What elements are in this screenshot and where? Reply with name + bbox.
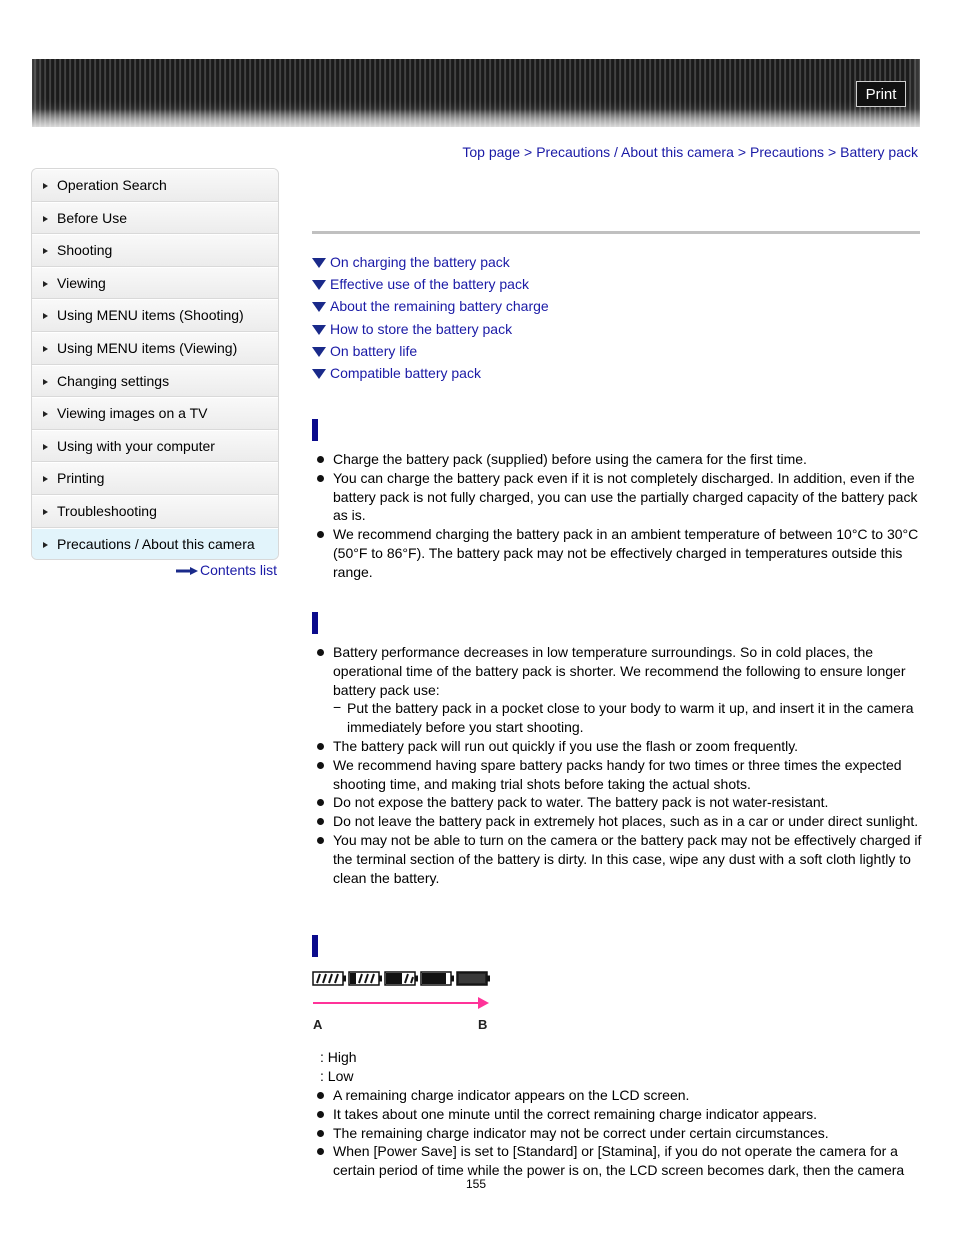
toc-link-battery-life[interactable]	[312, 343, 549, 365]
arrow-right-icon	[43, 183, 48, 189]
label-a: A	[313, 1017, 323, 1032]
section-marker	[312, 935, 318, 957]
list-item: We recommend charging the battery pack in an ambient temperature of between 10°C to 30°C (50°F to 86°F). The battery pack may not be effectively charged in temperatures outside this range.	[312, 525, 922, 581]
sidebar-item-shooting[interactable]	[32, 234, 278, 267]
list-item: You may not be able to turn on the camera or the battery pack may not be effectively charged if the terminal section of the battery is dirty. In this case, wipe any dust with a soft cloth lightly to clean the battery.	[312, 831, 922, 887]
list-item: Battery performance decreases in low temperature surroundings. So in cold places, the operational time of the battery pack is shorter. We recommend the following to ensure longer battery pack use:	[312, 643, 922, 699]
sidebar-item-label: Troubleshooting	[57, 502, 157, 519]
list-item: A remaining charge indicator appears on the LCD screen.	[312, 1086, 922, 1105]
legend-low: : Low	[320, 1068, 354, 1084]
sidebar-item-printing[interactable]	[32, 462, 278, 495]
toc-link-label: On battery life	[330, 342, 418, 359]
sub-list-item: − Put the battery pack in a pocket close to your body to warm it up, and insert it in the camera immediately before you start shooting.	[312, 699, 922, 737]
sidebar-item-label: Printing	[57, 470, 105, 487]
section-marker	[312, 419, 318, 441]
arrow-right-icon	[43, 346, 48, 352]
triangle-down-icon	[312, 369, 326, 379]
battery-full-icon	[313, 972, 346, 985]
arrow-right-icon	[43, 379, 48, 385]
toc-link-label: Effective use of the battery pack	[330, 276, 529, 293]
breadcrumb-precautions[interactable]: Precautions	[750, 144, 824, 160]
list-item: The battery pack will run out quickly if you use the flash or zoom frequently.	[312, 737, 922, 756]
sidebar-item-label: Using MENU items (Viewing)	[57, 339, 238, 356]
triangle-down-icon	[312, 325, 326, 335]
arrow-right-icon	[43, 444, 48, 450]
sidebar-item-label: Shooting	[57, 242, 113, 259]
header-banner	[32, 59, 920, 127]
contents-list-label: Contents list	[200, 562, 278, 578]
arrow-right-icon	[43, 476, 48, 482]
sidebar-item-menu-shooting[interactable]	[32, 299, 278, 332]
print-button[interactable]: Print	[856, 81, 906, 107]
sidebar-item-label: Operation Search	[57, 177, 167, 193]
battery-empty-icon	[457, 972, 490, 985]
toc-link-label: Compatible battery pack	[330, 364, 481, 381]
remaining-charge-list	[312, 1086, 922, 1180]
label-b: B	[478, 1017, 488, 1032]
arrow-right-icon	[43, 281, 48, 287]
charging-list	[312, 450, 922, 582]
section-marker	[312, 612, 318, 634]
sidebar-item-label: Viewing	[57, 274, 106, 291]
arrow-right-icon	[43, 542, 48, 548]
sidebar-item-changing-settings[interactable]	[32, 365, 278, 398]
sidebar-nav	[31, 168, 279, 560]
sidebar-item-label: Viewing images on a TV	[57, 405, 208, 422]
charge-direction-arrow	[313, 997, 489, 1009]
toc-link-label: On charging the battery pack	[330, 254, 510, 270]
battery-indicator-diagram	[312, 968, 492, 1034]
battery-low-icon	[421, 972, 454, 985]
sidebar-item-viewing-tv[interactable]	[32, 397, 278, 430]
triangle-down-icon	[312, 347, 326, 357]
effective-use-list	[312, 643, 922, 887]
toc-link-label: About the remaining battery charge	[330, 298, 549, 315]
breadcrumb-battery-pack[interactable]: Battery pack	[840, 144, 918, 160]
sidebar-item-label: Before Use	[57, 209, 128, 226]
breadcrumb-separator: >	[524, 144, 533, 160]
battery-medium-icon	[385, 972, 418, 985]
list-item: Charge the battery pack (supplied) before using the camera for the first time.	[312, 450, 922, 469]
triangle-down-icon	[312, 302, 326, 312]
list-item: We recommend having spare battery packs handy for two times or three times the expected shooting time, and making trial shots before taking the actual shots.	[312, 756, 922, 794]
list-item: Do not leave the battery pack in extremely hot places, such as in a car or under direct sunlight.	[312, 812, 922, 831]
list-item: You can charge the battery pack even if it is not completely discharged. In addition, even if the battery pack is not fully charged, you can use the partially charged capacity of the battery pack as is.	[312, 469, 922, 525]
list-item: When [Power Save] is set to [Standard] or [Stamina], if you do not operate the camera for a certain period of time while the power is on, the LCD screen becomes dark, then the camera	[312, 1142, 922, 1180]
legend-high: : High	[320, 1049, 357, 1065]
sidebar-item-label: Changing settings	[57, 372, 170, 389]
sidebar-item-operation-search[interactable]	[32, 169, 278, 202]
sidebar-item-menu-viewing[interactable]	[32, 332, 278, 365]
list-item: It takes about one minute until the correct remaining charge indicator appears.	[312, 1105, 922, 1124]
sidebar-item-troubleshooting[interactable]	[32, 495, 278, 528]
toc-link-label: How to store the battery pack	[330, 320, 513, 337]
table-of-contents	[312, 254, 549, 387]
arrow-right-icon	[43, 248, 48, 254]
sidebar-item-computer[interactable]	[32, 430, 278, 463]
contents-list-link[interactable]	[176, 562, 277, 578]
arrow-right-icon	[43, 411, 48, 417]
arrow-right-icon	[176, 567, 198, 575]
sidebar-item-label: Precautions / About this camera	[57, 535, 255, 552]
breadcrumb-separator: >	[737, 144, 747, 160]
toc-link-charging[interactable]	[312, 254, 549, 276]
breadcrumb	[462, 144, 918, 160]
toc-link-compatible[interactable]	[312, 365, 549, 387]
arrow-right-icon	[43, 509, 48, 515]
title-divider	[312, 231, 920, 234]
toc-link-store[interactable]	[312, 321, 549, 343]
triangle-down-icon	[312, 280, 326, 290]
triangle-down-icon	[312, 258, 326, 268]
sidebar-item-viewing[interactable]	[32, 267, 278, 300]
sidebar-item-precautions[interactable]	[32, 528, 278, 560]
breadcrumb-separator: >	[827, 144, 837, 160]
list-item: The remaining charge indicator may not be correct under certain circumstances.	[312, 1124, 922, 1143]
page-number: 155	[466, 1177, 487, 1191]
arrow-right-icon	[43, 313, 48, 319]
sidebar-item-label: Using MENU items (Shooting)	[57, 307, 244, 324]
list-item: Do not expose the battery pack to water. The battery pack is not water-resistant.	[312, 793, 922, 812]
breadcrumb-top-page[interactable]: Top page	[462, 144, 520, 160]
breadcrumb-precautions-about[interactable]: Precautions / About this camera	[536, 144, 734, 160]
sidebar-item-label: Using with your computer	[57, 437, 215, 454]
toc-link-effective-use[interactable]	[312, 276, 549, 298]
sidebar-item-before-use[interactable]	[32, 202, 278, 235]
battery-high-icon	[349, 972, 382, 985]
arrow-right-icon	[43, 216, 48, 222]
toc-link-remaining-charge[interactable]	[312, 298, 549, 320]
